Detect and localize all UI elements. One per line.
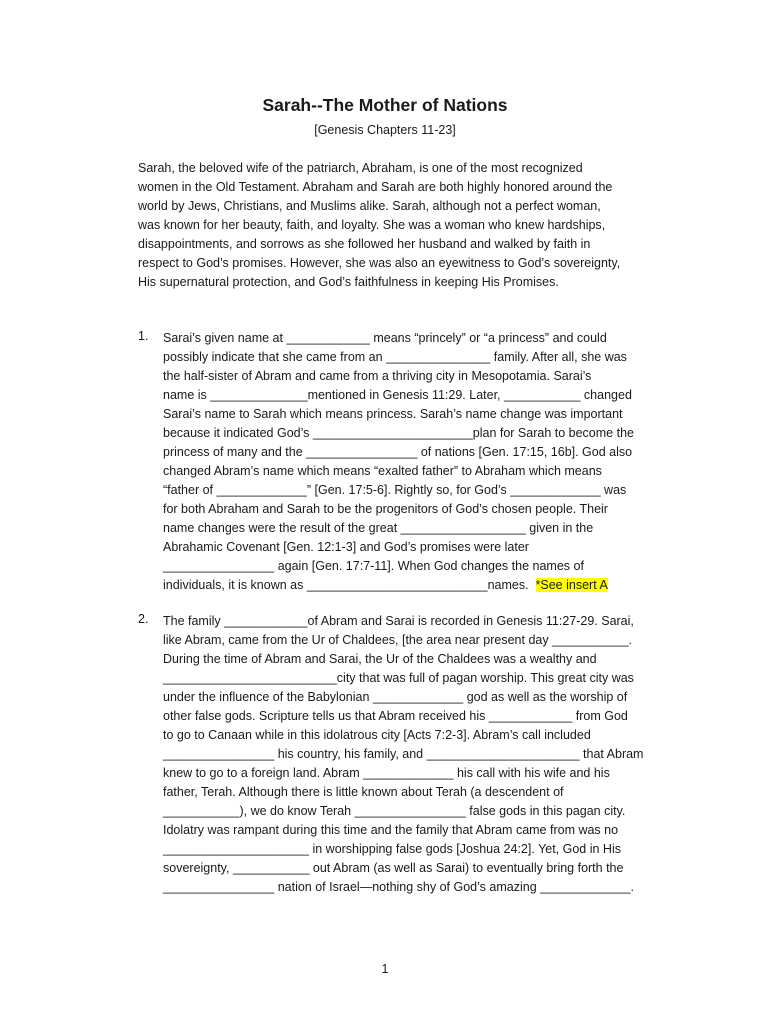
question-line: _____________________ in worshipping false gods [Joshua 24:2]. Yet, God in His	[163, 842, 621, 856]
question-line: ________________ his country, his family, and ______________________ that Abram	[163, 747, 644, 761]
question-line: for both Abraham and Sarah to be the progenitors of God’s chosen people. Their	[163, 502, 608, 516]
intro-paragraph	[138, 159, 686, 292]
question-line: father, Terah. Although there is little known about Terah (a descendent of	[163, 785, 564, 799]
question-line: The family ____________of Abram and Sarai is recorded in Genesis 11:27-29. Sarai,	[163, 614, 634, 628]
intro-line: women in the Old Testament. Abraham and Sarah are both highly honored around the	[138, 180, 613, 194]
question-line: ________________ nation of Israel—nothing shy of God’s amazing _____________.	[163, 880, 634, 894]
question-line-last	[163, 576, 698, 595]
question-line: because it indicated God’s _______________________plan for Sarah to become the	[163, 426, 634, 440]
question-line: Sarai’s given name at ____________ means “princely” or “a princess” and could	[163, 331, 607, 345]
question-line: Idolatry was rampant during this time and the family that Abram came from was no	[163, 823, 619, 837]
question-line: ________________ again [Gen. 17:7-11]. When God changes the names of	[163, 559, 584, 573]
question-line: “father of _____________” [Gen. 17:5-6]. Rightly so, for God’s _____________ was	[163, 483, 627, 497]
page-number: 1	[381, 962, 389, 976]
question-line-text: individuals, it is known as __________________________names.	[163, 578, 529, 592]
question-line: During the time of Abram and Sarai, the Ur of the Chaldees was a wealthy and	[163, 652, 597, 666]
question-line: under the influence of the Babylonian _____________ god as well as the worship of	[163, 690, 628, 704]
intro-line: His supernatural protection, and God’s faithfulness in keeping His Promises.	[138, 275, 559, 289]
insert-note-highlight: *See insert A	[535, 578, 608, 592]
intro-line: was known for her beauty, faith, and loyalty. She was a woman who knew hardships,	[138, 218, 606, 232]
intro-line: Sarah, the beloved wife of the patriarch, Abraham, is one of the most recognized	[138, 161, 583, 175]
question-line: Sarai’s name to Sarah which means princess. Sarah’s name change was important	[163, 407, 623, 421]
question-line: changed Abram’s name which means “exalted father” to Abraham which means	[163, 464, 602, 478]
question-line: possibly indicate that she came from an _______________ family. After all, she was	[163, 350, 627, 364]
intro-line: world by Jews, Christians, and Muslims alike. Sarah, although not a perfect woman,	[138, 199, 601, 213]
question-line: like Abram, came from the Ur of Chaldees, [the area near present day ___________.	[163, 633, 633, 647]
question-line: ___________), we do know Terah ________________ false gods in this pagan city.	[163, 804, 626, 818]
question-line: to go to Canaan while in this idolatrous city [Acts 7:2-3]. Abram’s call included	[163, 728, 591, 742]
question-line: sovereignty, ___________ out Abram (as well as Sarai) to eventually bring forth the	[163, 861, 624, 875]
page-subtitle: [Genesis Chapters 11-23]	[314, 123, 456, 137]
question-line: the half-sister of Abram and came from a thriving city in Mesopotamia. Sarai’s	[163, 369, 592, 383]
intro-line: respect to God’s promises. However, she was also an eyewitness to God’s sovereignty,	[138, 256, 621, 270]
question-line: Abrahamic Covenant [Gen. 12:1-3] and God’s promises were later	[163, 540, 529, 554]
question-line: name changes were the result of the great __________________ given in the	[163, 521, 594, 535]
question-number: 2.	[138, 612, 149, 626]
question-line: princess of many and the ________________ of nations [Gen. 17:15, 16b]. God also	[163, 445, 633, 459]
page-title: Sarah--The Mother of Nations	[262, 95, 508, 115]
question-line: other false gods. Scripture tells us that Abram received his ____________ from God	[163, 709, 628, 723]
question-line: _________________________city that was full of pagan worship. This great city was	[163, 671, 634, 685]
question-line: name is ______________mentioned in Genesis 11:29. Later, ___________ changed	[163, 388, 632, 402]
question-line: knew to go to a foreign land. Abram _____________ his call with his wife and his	[163, 766, 610, 780]
question-number: 1.	[138, 329, 149, 343]
intro-line: disappointments, and sorrows as she followed her husband and walked by faith in	[138, 237, 591, 251]
